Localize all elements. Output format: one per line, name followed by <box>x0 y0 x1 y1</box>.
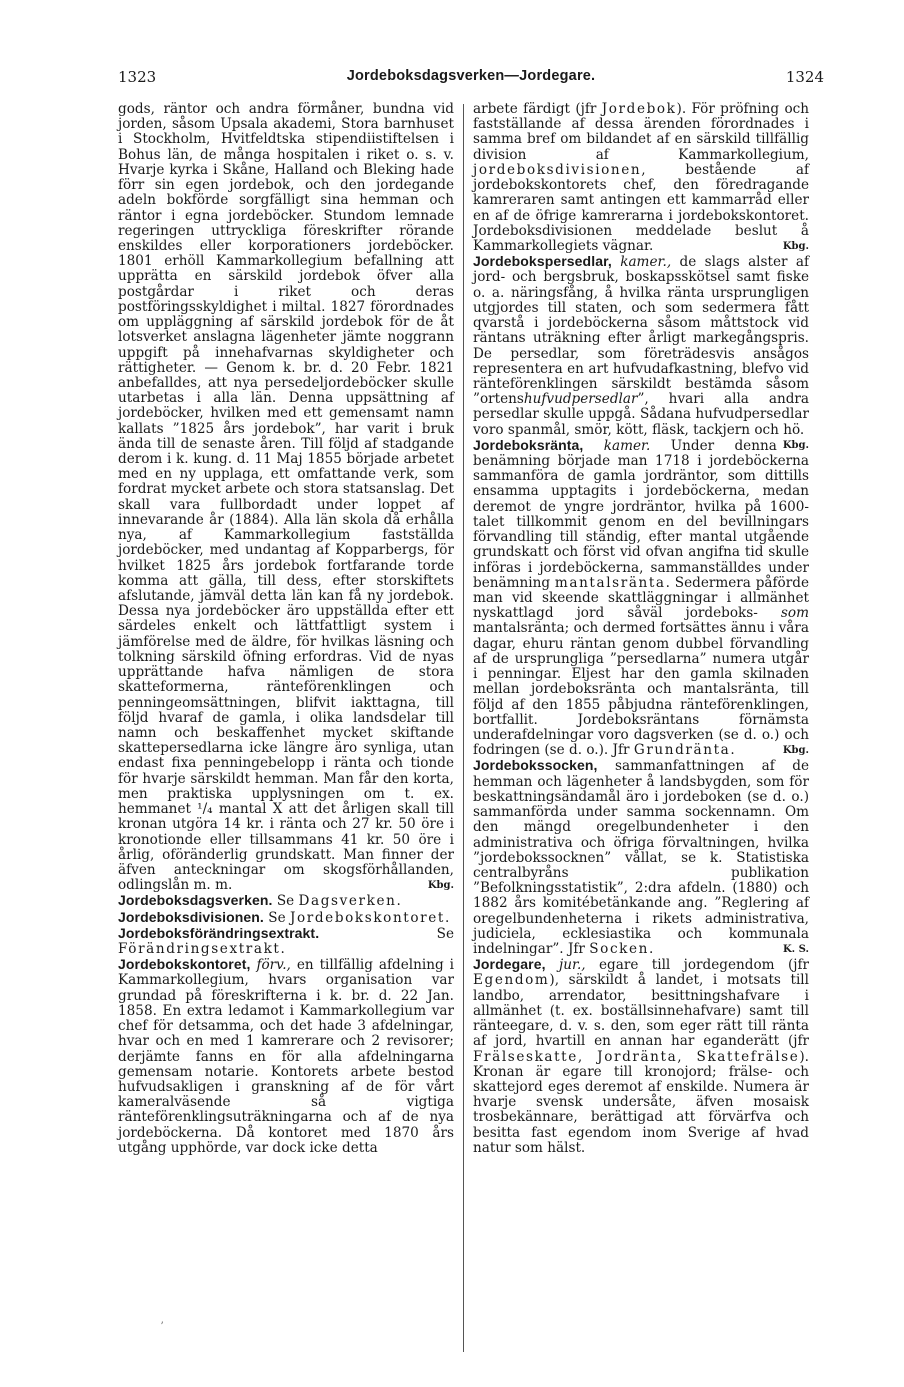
entry-text: . Sedermera påförde man vid skeende skattläggningar i allmänhet nyskattlagd jord såväl jordeboks- <box>473 574 809 622</box>
cross-reference: Socken. <box>589 941 655 958</box>
entry-text: mantalsränta; och dermed fortsättes ännu i våra dagar, ehuru räntan genom dubbel förvandling af de ursprungliga ”persedlarna” numera utgår i penningar. Eljest har den gamla skilnaden mellan jordeboksränta och mantalsränta, till följd af den 1855 påbjudna ränteförenklingen, bortfallit. Jordeboksräntans förnämsta underafdelningar voro dagsverken (se d. o.) och fodringen (se d. o.). Jfr <box>473 620 809 759</box>
author-signature: Kbg. <box>427 880 454 892</box>
see-label: Se <box>276 893 295 910</box>
entry-text: Under denna benämning började man 1718 i jordeböckerna sammanföra de gamla jordräntor, som dittills ensamma upptagits i jordeböckerna, medan deremot de yngre jordräntor, hvilka på 1600-talet tillkommit genom en del bevillningars förvandling till ständig, efter mantal utgående grundskatt och först vid ofvan angifna tid skulle införas i jordeböckerna, sammanställdes under benämning <box>473 437 809 591</box>
cross-reference: Jordebokskontoret. <box>289 909 451 926</box>
cross-reference: Förändringsextrakt. <box>118 941 287 958</box>
entry-headword: Jordebokspersedlar, <box>473 253 612 270</box>
cross-reference: Jordebok <box>601 101 677 117</box>
author-signature: Kbg. <box>782 745 809 757</box>
italic-term: hufvudpersedlar <box>523 391 638 408</box>
entry-headword: Jordebokssocken, <box>473 757 598 774</box>
entry-headword: Jordeboksränta, <box>473 436 584 453</box>
page-number-right: 1324 <box>785 68 824 86</box>
page-number-left: 1323 <box>118 68 157 86</box>
italic-term: som <box>780 605 809 622</box>
entry-abbreviation: förv., <box>256 957 291 974</box>
entry-abbreviation: kamer. <box>603 437 651 454</box>
paragraph <box>118 102 454 893</box>
entry-jordegare <box>473 957 809 1156</box>
entry-jordeboksdagsverken <box>118 893 454 909</box>
entry-headword: Jordebokskontoret, <box>118 956 251 973</box>
author-signature: Kbg. <box>782 439 809 451</box>
stray-mark: ʼ <box>160 1320 164 1333</box>
entry-abbreviation: jur., <box>558 957 586 974</box>
right-column <box>473 102 809 1156</box>
entry-jordebokskontoret <box>118 957 454 1156</box>
paragraph <box>473 102 809 254</box>
entry-jordebokssocken <box>473 758 809 957</box>
see-label: Se <box>268 909 286 926</box>
entry-abbreviation: kamer., <box>620 254 672 271</box>
entry-text: ), särskildt å landet, i motsats till landbo, arrendator, besittningshafvare i allmänhet (t. ex. boställsinnehafvare) samt till ränteegare, d. v. s. den, som eger rätt till ränta af jord, hvartill en annan har eganderätt (jfr <box>473 972 809 1050</box>
entry-jordeboksranta <box>473 438 809 759</box>
paragraph-text: arbete färdigt (jfr <box>473 101 597 117</box>
paragraph-text: ). För pröfning och fastställande af dessa ärenden förordnades i samma bref om bildandet af en särskild tillfällig division af Kammarkollegium, <box>473 101 809 163</box>
cross-reference: Grundränta. <box>633 742 737 759</box>
author-signature: Kbg. <box>782 240 809 252</box>
entry-jordeboksforandringsextrakt <box>118 926 454 957</box>
column-divider <box>463 104 464 1352</box>
entry-text: de slags alster af jord- och bergsbruk, boskapsskötsel samt fiske o. a. näringsfång, å hvilka ränta ursprungligen utgjordes till staten, och som sedermera fått qvarstå i jordeböckerna såsom måttstock vid räntans uträkning efter årligt markegångspris. De persedlar, som företrädesvis ansågos representera en art hufvudafkastning, blefvo vid ränteförenklingen särskildt bestämda såsom ”ortens <box>473 254 809 408</box>
cross-reference: Egendom <box>473 972 550 989</box>
entry-headword: Jordeboksförändringsextrakt. <box>118 924 320 941</box>
entry-headword: Jordegare, <box>473 956 546 973</box>
entry-headword: Jordeboksdagsverken. <box>118 892 273 909</box>
cross-reference: mantalsränta <box>554 574 666 591</box>
cross-reference: jordeboksdivisionen <box>473 161 642 178</box>
see-label: Se <box>436 925 454 942</box>
cross-reference: Dagsverken. <box>298 893 403 910</box>
paragraph-text: , bestående af jordebokskontorets chef, den föredragande kamreraren samt antingen ett kammarråd eller en af de öfrige kamrerarna i jordebokskontoret. Jordeboksdivisionen meddelade beslut å Kammarkollegiets vägnar. <box>473 161 809 254</box>
entry-text: sammanfattningen af de hemman och lägenheter å landsbygden, som för beskattningsändamål äro i jordeboken (se d. o.) sammanförda under samma sockennamn. Om den mängd oregelbundenheter i den administrativa och öfriga förvaltningen, hvilka ”jordebokssocknen” vållat, se k. Statistiska centralbyråns publikation ”Befolkningsstatistik”, 2:dra afdeln. (1880) och 1882 års komitébetänkande ang. ”Reglering af oregelbundenheterna i rikets administrativa, judiciela, ecklesiastika och kommunala indelningar”. Jfr <box>473 758 809 958</box>
entry-text: en tillfällig afdelning i Kammarkollegium, hvars organisation var grundad på föreskrifterna i k. br. d. 22 Jan. 1858. En extra ledamot i Kammarkollegium var chef för detsamma, och det hade 3 afdelningar, hvar och en med 1 kamrerare och 2 revisorer; derjämte fanns en för alla afdelningarna gemensam notarie. Kontorets arbete bestod hufvudsakligen i granskning af de för vårt kameralväsende så vigtiga ränteförenklingsuträkningarna och af de nya jordeböckerna. Då kontoret med 1870 års utgång upphörde, var dock icke detta <box>118 957 454 1156</box>
paragraph-text: gods, räntor och andra förmåner, bundna vid jorden, såsom Upsala akademi, Stora barnhuset i Stockholm, Hvitfeldtska stipendiistiftelsen i Bohus län, de många hospitalen i riket o. s. v. Hvarje kyrka i Skåne, Halland och Bleking hade förr sin egen jordebok, och den jordegande adeln bokförde sorgfälligt sina hemman och räntor i egna jordeböcker. Stundom lemnade regeringen uttryckliga föreskrifter rörande enskildes eller korporationers jordeböcker. 1801 erhöll Kammarkollegium befallning att upprätta en särskild jordebok öfver alla postgårdar i riket och deras postföringsskyldighet i miltal. 1827 förordnades om uppläggning af särskild jordebok för de åt lotsverket anslagna lägenheter jämte noggrann uppgift på innehafvarnas skyldigheter och rättigheter. — Genom k. br. d. 20 Febr. 1821 anbefalldes, att nya persedeljordeböcker skulle utarbetas i alla län. Denna uppsättning af jordeböcker, hvilken med ett gemensamt namn kallats ”1825 års jordebok”, har varit i bruk ända till de senaste åren. Till följd af stadgande derom i k. kung. d. 11 Maj 1855 började arbetet med en ny upplaga, ett omfattande verk, som fordrat mycket arbete och stora statsanslag. Det skall vara fullbordadt under loppet af innevarande år (1884). Alla län skola då erhålla nya, af Kammarkollegium fastställda jordeböcker, med undantag af Kopparbergs, för hvilket 1825 års jordebok fortfarande torde komma att gälla, till dess, efter storskiftets afslutande, jämväl detta län kan få ny jordebok. Dessa nya jordeböcker äro uppställda efter ett särdeles enkelt och lättfattligt system i jämförelse med de äldre, för hvilkas läsning och tolkning särskild öfning erfordras. Vid de nyas upprättande hafva nämligen de stora skatteformerna, ränteförenklingen och penningeomsättningen, blifvit iakttagna, till följd hvaraf de gamla, i olika landsdelar till namn och beskaffenhet mycket skiftande skattepersedlarna icke längre äro synliga, utan endast fixa penningebelopp i ränta och tionde för hvarje särskildt hemman. Man får den korta, men praktiska upplysningen om t. ex. hemmanet ¹/₄ mantal X att det årligen skall till kronan utgöra 14 kr. i ränta och 27 kr. 50 öre i kronotionde eller tillsammans 41 kr. 50 öre i årlig, oföränderlig grundskatt. Man finner der äfven anteckningar om skogsförhållanden, odlingslån m. m. <box>118 101 454 894</box>
entry-text: ”, hvari alla andra persedlar skulle uppgå. Sådana hufvudpersedlar voro spanmål, smör, kött, fläsk, tackjern och hö. <box>473 391 809 438</box>
page-header <box>118 68 824 90</box>
entry-headword: Jordeboksdivisionen. <box>118 908 264 925</box>
entry-text: ). Kronan är egare till kronojord; frälse- och skattejord eges deremot af enskilde. Numera är hvarje svensk undersåte, äfven mosaisk trosbekännare, berättigad att förvärfva och besitta fast egendom inom Sverige af hvad natur som hälst. <box>473 1048 809 1156</box>
left-column <box>118 102 454 1156</box>
cross-reference: Frälseskatte, Jordränta, Skattefrälse <box>473 1048 800 1065</box>
author-signature: K. S. <box>782 944 809 956</box>
entry-text: egare till jordegendom (jfr <box>599 957 810 974</box>
running-title: Jordeboksdagsverken—Jordegare. <box>346 68 596 84</box>
entry-jordeboksdivisionen <box>118 910 454 926</box>
